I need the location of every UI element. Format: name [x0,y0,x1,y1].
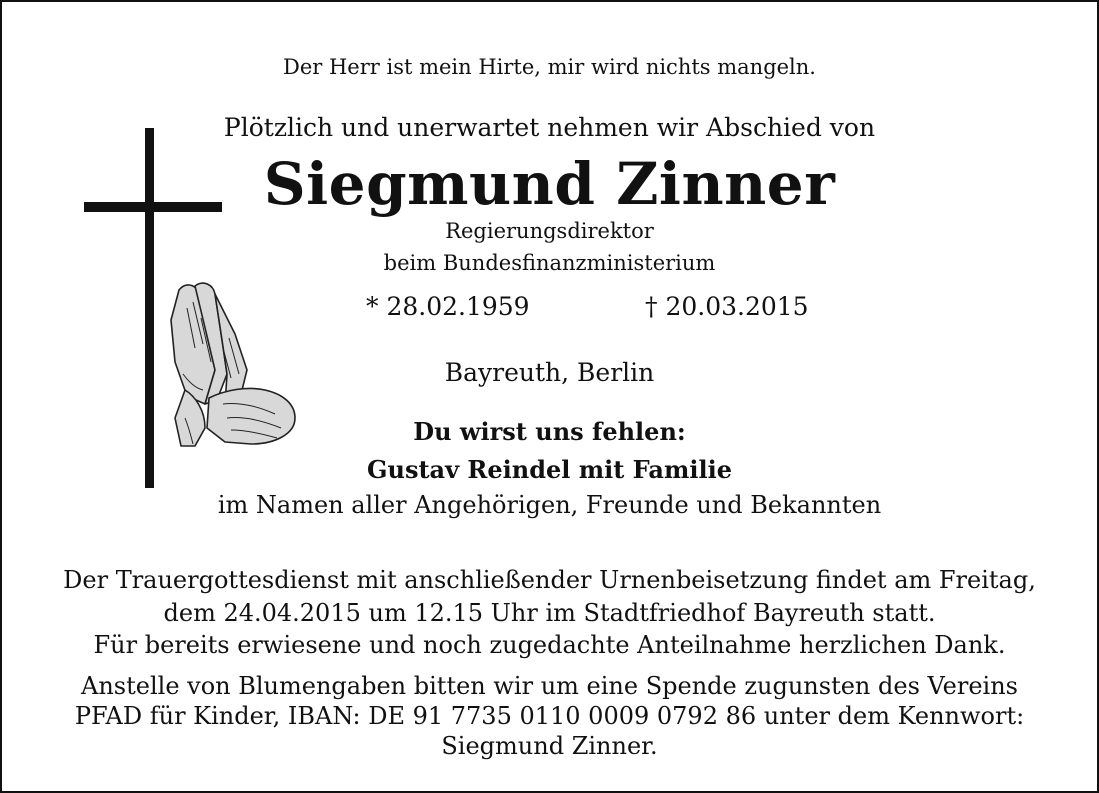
service-line-1: Der Trauergottesdienst mit anschließender Urnenbeisetzung findet am Freitag, [63,566,1036,594]
miss-line: Du wirst uns fehlen: [413,417,686,446]
relatives-line: im Namen aller Angehörigen, Freunde und Bekannten [217,491,882,519]
service-line-2: dem 24.04.2015 um 12.15 Uhr im Stadtfriedhof Bayreuth statt. [163,599,936,627]
places: Bayreuth, Berlin [444,358,655,387]
donation-info [0,671,1099,761]
donation-line-3: Siegmund Zinner. [441,732,658,760]
donation-line-2: PFAD für Kinder, IBAN: DE 91 7735 0110 0009 0792 86 unter dem Kennwort: [74,702,1025,730]
family-name: Gustav Reindel mit Familie [367,455,732,484]
bible-verse: Der Herr ist mein Hirte, mir wird nichts mangeln. [283,55,816,79]
job-title: Regierungsdirektor [445,219,654,243]
employer: beim Bundesfinanzministerium [383,251,716,275]
service-info [0,564,1099,630]
deceased-name: Siegmund Zinner [263,150,836,218]
donation-line-1: Anstelle von Blumengaben bitten wir um eine Spende zugunsten des Vereins [81,672,1018,700]
farewell-intro: Plötzlich und unerwartet nehmen wir Abschied von [223,113,876,142]
thanks-line: Für bereits erwiesene und noch zugedachte Anteilnahme herzlichen Dank. [93,631,1006,659]
birth-date: * 28.02.1959 [366,292,530,321]
death-date: † 20.03.2015 [645,292,809,321]
